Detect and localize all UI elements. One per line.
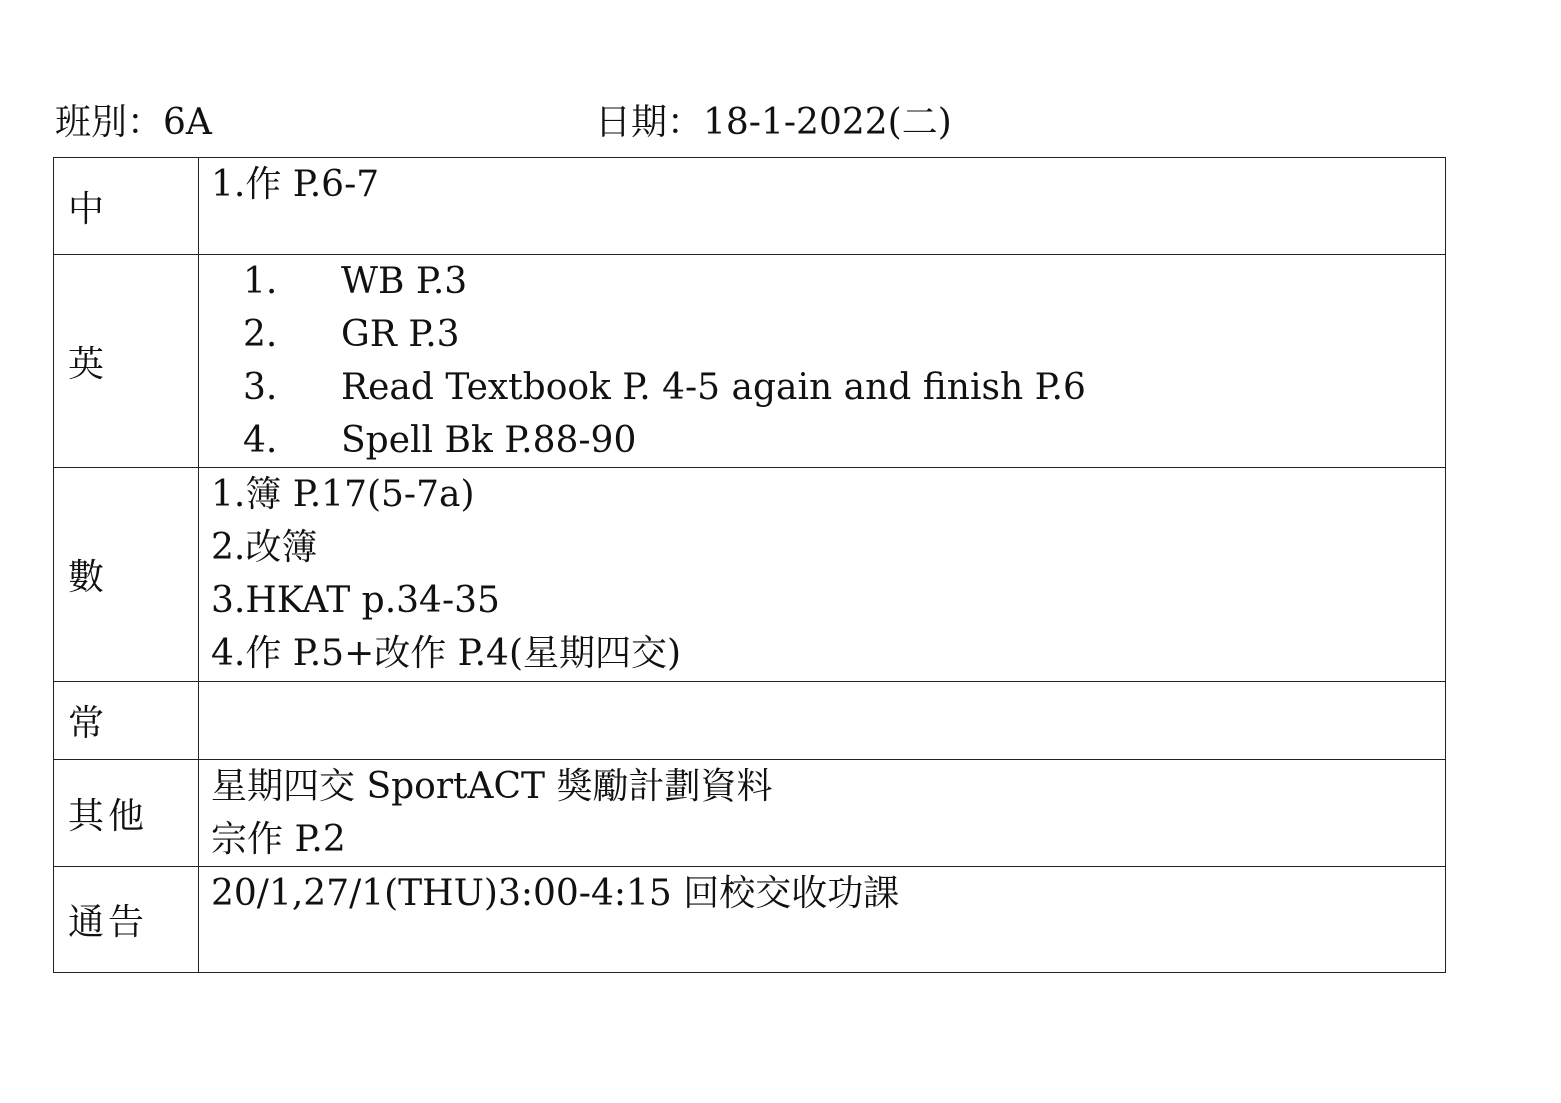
table-row-chinese (54, 158, 1446, 255)
content-cell-english (199, 255, 1446, 468)
chinese-line-1: 1.作 P.6-7 (211, 164, 380, 205)
content-cell-other (199, 760, 1446, 867)
date-label: 日期：18-1-2022(二) (595, 102, 952, 143)
english-item-text: WB P.3 (341, 261, 468, 302)
subject-cell-english: 英 (54, 255, 199, 468)
math-line-2: 2.改簿 (211, 527, 318, 568)
other-line-1: 星期四交 SportACT 獎勵計劃資料 (211, 766, 773, 807)
subject-cell-math: 數 (54, 468, 199, 682)
english-item-number: 1. (243, 261, 278, 302)
math-line-4: 4.作 P.5+改作 P.4(星期四交) (211, 633, 682, 674)
class-label: 班別：6A (55, 102, 212, 143)
content-cell-general-studies (199, 682, 1446, 760)
content-cell-notice (199, 867, 1446, 973)
subject-cell-notice: 通告 (54, 867, 199, 973)
english-item-4 (211, 414, 1445, 467)
subject-cell-general-studies: 常 (54, 682, 199, 760)
table-row-english (54, 255, 1446, 468)
table-row-math (54, 468, 1446, 682)
content-cell-math (199, 468, 1446, 682)
english-item-number: 2. (243, 314, 278, 355)
table-row-notice (54, 867, 1446, 973)
math-line-1: 1.簿 P.17(5-7a) (211, 474, 475, 515)
subject-cell-other: 其他 (54, 760, 199, 867)
english-item-text: GR P.3 (341, 314, 460, 355)
english-item-3 (211, 361, 1445, 414)
english-item-text: Read Textbook P. 4-5 again and finish P.6 (341, 367, 1086, 408)
english-item-2 (211, 308, 1445, 361)
math-line-3: 3.HKAT p.34-35 (211, 580, 500, 621)
table-row-general-studies (54, 682, 1446, 760)
english-item-1 (211, 255, 1445, 308)
table-row-other (54, 760, 1446, 867)
other-line-2: 宗作 P.2 (211, 819, 346, 860)
homework-table (53, 157, 1446, 973)
subject-cell-chinese: 中 (54, 158, 199, 255)
english-item-text: Spell Bk P.88-90 (341, 420, 637, 461)
english-item-number: 3. (243, 367, 278, 408)
notice-line-1: 20/1,27/1(THU)3:00-4:15 回校交收功課 (211, 873, 900, 914)
english-item-number: 4. (243, 420, 278, 461)
content-cell-chinese (199, 158, 1446, 255)
header-row (55, 98, 1455, 148)
